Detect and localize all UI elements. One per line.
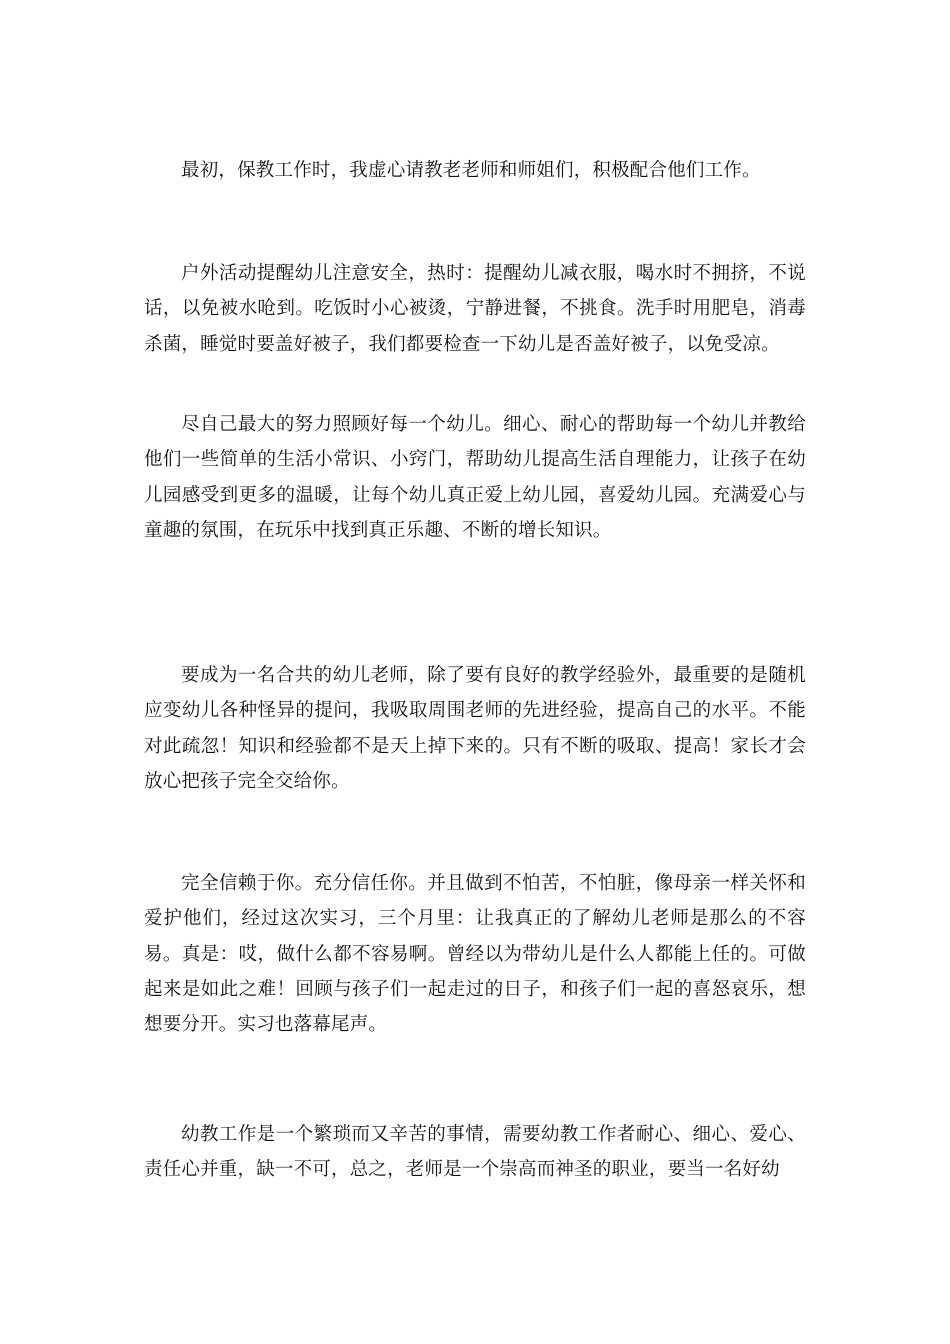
paragraph-3: 尽自己最大的努力照顾好每一个幼儿。细心、耐心的帮助每一个幼儿并教给他们一些简单的生活小常识、小窍门，帮助幼儿提高生活自理能力，让孩子在幼儿园感受到更多的温暖，让每个幼儿真正爱上幼儿园，喜爱幼儿园。充满爱心与童趣的氛围，在玩乐中找到真正乐趣、不断的增长知识。 [144,414,806,541]
paragraph-5: 完全信赖于你。充分信任你。并且做到不怕苦，不怕脏，像母亲一样关怀和爱护他们，经过这次实习，三个月里：让我真正的了解幼儿老师是那么的不容易。真是：哎，做什么都不容易啊。曾经以为带幼儿是什么人都能上任的。可做起来是如此之难！回顾与孩子们一起走过的日子，和孩子们一起的喜怒哀乐，想想要分开。实习也落幕尾声。 [144,873,806,1036]
paragraph-4: 要成为一名合共的幼儿老师，除了要有良好的教学经验外，最重要的是随机应变幼儿各种怪异的提问，我吸取周围老师的先进经验，提高自己的水平。不能对此疏忽！知识和经验都不是天上掉下来的。只有不断的吸取、提高！家长才会放心把孩子完全交给你。 [144,665,806,792]
paragraph-2: 户外活动提醒幼儿注意安全，热时：提醒幼儿减衣服，喝水时不拥挤，不说话，以免被水呛到。吃饭时小心被烫，宁静进餐，不挑食。洗手时用肥皂，消毒杀菌，睡觉时要盖好被子，我们都要检查一下幼儿是否盖好被子，以免受凉。 [144,263,806,355]
paragraph-1: 最初，保教工作时，我虚心请教老老师和师姐们，积极配合他们工作。 [181,160,761,181]
paragraph-6: 幼教工作是一个繁琐而又辛苦的事情，需要幼教工作者耐心、细心、爱心、责任心并重，缺一不可，总之，老师是一个崇高而神圣的职业，要当一名好幼 [144,1124,806,1181]
